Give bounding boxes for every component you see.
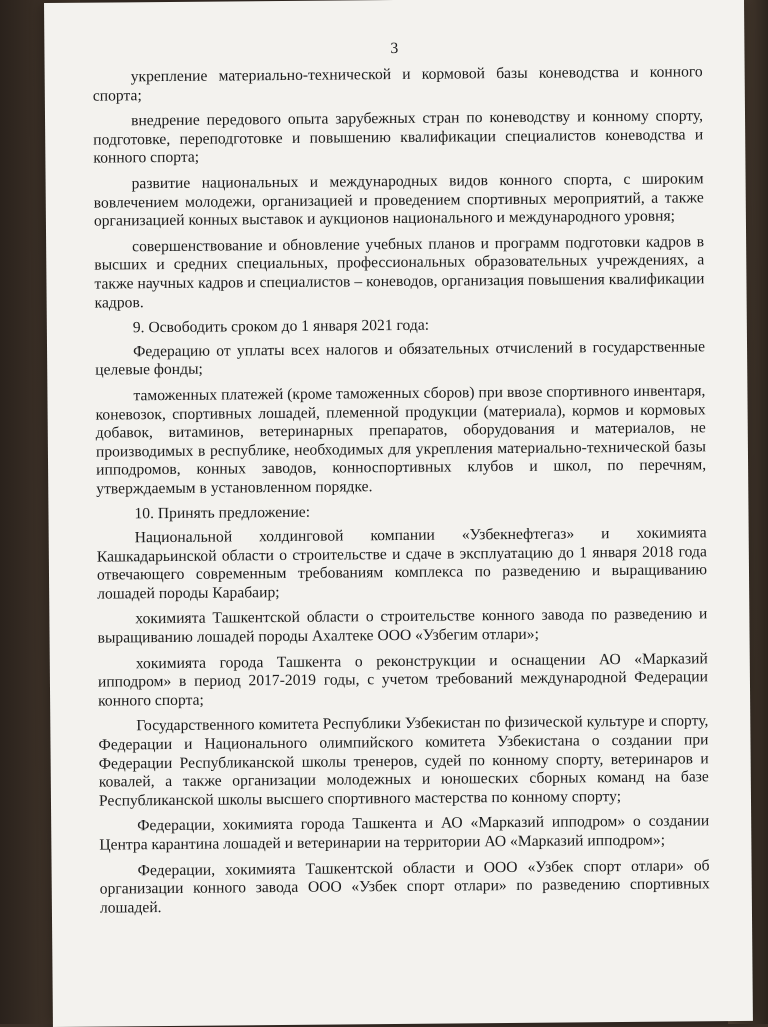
paragraph: хокимията города Ташкента о реконструкции и оснащении АО «Марказий ипподром» в период 2017-2019 годы, с учетом требований международной Федерации конного спорта; <box>97 649 708 710</box>
section-heading-9: 9. Освободить сроком до 1 января 2021 года: <box>132 316 430 337</box>
page-number: 3 <box>390 39 399 58</box>
paragraph: укрепление материально-технической и кормовой базы коневодства и конного спорта; <box>92 63 703 105</box>
paragraph: внедрение передового опыта зарубежных стран по коневодству и конному спорту, подготовке, переподготовке и повышению квалификации специалистов коневодства и конного спорта; <box>93 107 704 168</box>
paragraph: Государственного комитета Республики Узбекистан по физической культуре и спорту, Федерации и Национального олимпийского комитета Узбекистана о создании при Федерации Республиканской школы тренеров, судей по конному спорту, ветеринаров и ковалей, а также организации молодежных и юношеских сборных команд на базе Республиканской школы высшего спортивного мастерства по конному спорту; <box>98 712 709 810</box>
paragraph: хокимията Ташкентской области о строительстве конного завода по разведению и выращиванию лошадей породы Ахалтеке ООО «Узбегим отлари»; <box>97 605 708 647</box>
paragraph: Федерации, хокимията города Ташкента и АО «Марказий ипподром» о создании Центра карантина лошадей и ветеринарии на территории АО «Марказий ипподром»; <box>99 812 710 854</box>
paragraph: Федерации, хокимията Ташкентской области и ООО «Узбек спорт отлари» об организации конного завода ООО «Узбек спорт отлари» по разведению спортивных лошадей. <box>99 856 710 917</box>
paragraph: совершенствование и обновление учебных планов и программ подготовки кадров в высших и средних специальных, профессиональных образовательных учреждениях, а также научных кадров и специалистов – коневодов, организация повышения квалификации кадров. <box>94 233 705 312</box>
document-body <box>93 63 710 925</box>
paragraph: развитие национальных и международных видов конного спорта, с широким вовлечением молодежи, организацией и проведением спортивных мероприятий, а также организацией конных выставок и аукционов национального и международного уровня; <box>93 170 704 230</box>
paragraph: Национальной холдинговой компании «Узбекнефтегаз» и хокимията Кашкадарьинской области о строительстве и сдаче в эксплуатацию до 1 января 2018 года отвечающего современным требованиям комплекса по разведению и выращиванию лошадей породы Карабаир; <box>96 524 708 603</box>
document-page <box>44 0 753 1027</box>
paragraph: Федерацию от уплаты всех налогов и обязательных отчислений в государственные целевые фонды; <box>95 338 706 379</box>
paragraph: таможенных платежей (кроме таможенных сборов) при ввозе спортивного инвентаря, коневозок, спортивных лошадей, племенной продукции (материала), кормов и кормовых добавок, витаминов, ветеринарных препаратов, оборудования и материалов, не производимых в республике, необходимых для укрепления материально-технической базы ипподромов, конных заводов, конноспортивных клубов и школ, по перечням, утверждаемым в установленном порядке. <box>95 382 707 498</box>
section-heading-10: 10. Принять предложение: <box>134 504 311 523</box>
